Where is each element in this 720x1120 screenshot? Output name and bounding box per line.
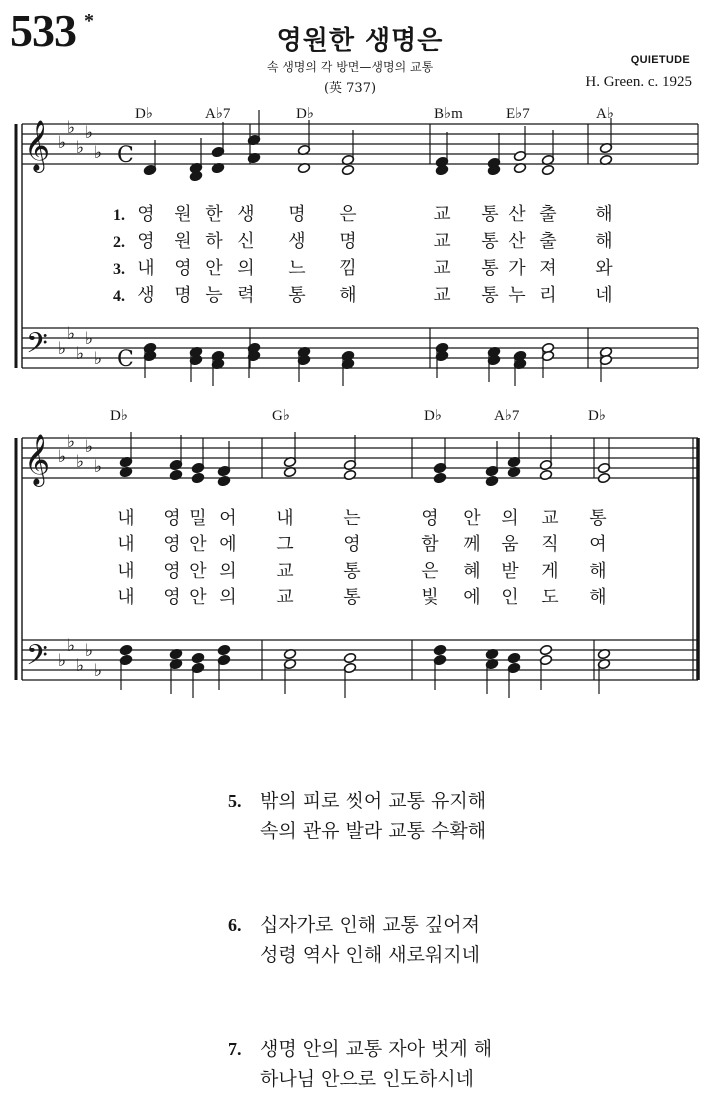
lyric-syllable: 명 [339, 231, 357, 252]
tune-name: QUIETUDE [630, 54, 690, 66]
note-head [507, 652, 520, 663]
lyric-syllable: 내 [117, 508, 135, 529]
lyric-syllable: 그 [276, 534, 294, 555]
lyric-syllable: 의 [219, 587, 237, 608]
lyric-syllable: 은 [421, 561, 439, 582]
lyric-syllable: 명 [174, 285, 192, 306]
lyric-syllable: 해 [589, 561, 607, 582]
lyric-syllable: 누 [508, 285, 526, 306]
hymn-title: 영원한 생명은 [276, 26, 444, 56]
note-head [119, 644, 132, 655]
chord-symbol: D♭ [424, 408, 442, 424]
composer-credit: H. Green. c. 1925 [585, 74, 692, 90]
key-flat-icon: ♭ [76, 138, 85, 158]
lyric-syllable: 신 [237, 231, 255, 252]
time-signature: C [117, 143, 134, 168]
lyric-syllable: 어 [219, 508, 237, 529]
lyric-syllable: 산 [508, 231, 526, 252]
chord-symbol: E♭7 [506, 106, 530, 122]
note-head [435, 164, 448, 175]
verse-number: 2. [113, 234, 125, 251]
lyric-syllable: 에 [463, 587, 481, 608]
lyric-syllable: 원 [174, 231, 192, 252]
lyric-syllable: 내 [276, 508, 294, 529]
lyric-syllable: 해 [595, 231, 613, 252]
lyric-syllable: 안 [189, 561, 207, 582]
note-head [189, 170, 202, 181]
lyric-syllable: 영 [163, 561, 181, 582]
lyric-syllable: 도 [541, 587, 559, 608]
lyric-syllable: 교 [276, 561, 294, 582]
note-head [597, 472, 610, 483]
note-head [541, 164, 554, 175]
lyric-syllable: 의 [501, 508, 519, 529]
lyric-syllable: 능 [205, 285, 223, 306]
note-head [343, 469, 356, 480]
lyric-syllable: 께 [463, 534, 481, 555]
stanza-line: 성령 역사 인해 새로워지네 [260, 944, 481, 966]
lyric-syllable: 영 [137, 204, 155, 225]
chord-symbol: B♭m [434, 106, 463, 122]
lyric-syllable: 낌 [339, 258, 357, 279]
key-flat-icon: ♭ [67, 432, 76, 452]
stanza-line: 십자가로 인해 교통 깊어져 [260, 914, 481, 936]
key-flat-icon: ♭ [76, 656, 85, 676]
lyric-syllable: 생 [137, 285, 155, 306]
chord-symbol: A♭ [596, 106, 614, 122]
key-flat-icon: ♭ [85, 641, 94, 661]
lyric-syllable: 통 [343, 561, 361, 582]
lyric-syllable: 밀 [189, 508, 207, 529]
lyric-syllable: 인 [501, 587, 519, 608]
lyric-syllable: 게 [541, 561, 559, 582]
lyric-syllable: 교 [433, 285, 451, 306]
lyric-syllable: 내 [117, 534, 135, 555]
treble-clef-icon: 𝄞 [24, 120, 51, 171]
note-head [485, 475, 498, 486]
stanza-line: 하나님 안으로 인도하시네 [260, 1068, 474, 1090]
lyric-syllable: 움 [501, 534, 519, 555]
lyric-syllable: 안 [189, 534, 207, 555]
key-flat-icon: ♭ [58, 651, 67, 671]
lyric-syllable: 교 [433, 258, 451, 279]
stanza-5 [228, 786, 486, 846]
key-flat-icon: ♭ [94, 143, 103, 163]
lyric-syllable: 한 [205, 204, 223, 225]
stanza-line: 속의 관유 발라 교통 수확해 [260, 820, 487, 842]
note-head [433, 644, 446, 655]
lyric-syllable: 의 [219, 561, 237, 582]
hymn-star: * [84, 10, 94, 32]
stanza-7 [228, 1034, 492, 1094]
lyric-syllable: 가 [508, 258, 526, 279]
key-flat-icon: ♭ [94, 661, 103, 681]
lyric-syllable: 영 [163, 508, 181, 529]
lyric-syllable: 생 [237, 204, 255, 225]
note-head [539, 469, 552, 480]
note-head [433, 472, 446, 483]
treble-clef-icon: 𝄞 [24, 434, 51, 485]
lyric-syllable: 여 [589, 534, 607, 555]
chord-symbol: A♭7 [205, 106, 231, 122]
lyric-syllable: 통 [481, 285, 499, 306]
lyric-syllable: 함 [421, 534, 439, 555]
lyric-syllable: 영 [343, 534, 361, 555]
chord-symbol: G♭ [272, 408, 290, 424]
lyric-syllable: 은 [339, 204, 357, 225]
note-head [343, 652, 356, 663]
hymn-number: 533 [10, 5, 76, 56]
lyric-syllable: 통 [589, 508, 607, 529]
lyric-syllable: 해 [595, 204, 613, 225]
lyric-syllable: 직 [541, 534, 559, 555]
lyric-syllable: 혜 [463, 561, 481, 582]
lyric-syllable: 에 [219, 534, 237, 555]
note-head [169, 469, 182, 480]
key-flat-icon: ♭ [85, 329, 94, 349]
lyric-syllable: 영 [174, 258, 192, 279]
lyric-syllable: 교 [276, 587, 294, 608]
note-head [217, 644, 230, 655]
chord-symbol: A♭7 [494, 408, 520, 424]
lyric-syllable: 생 [288, 231, 306, 252]
lyric-syllable: 출 [539, 231, 557, 252]
key-flat-icon: ♭ [67, 118, 76, 138]
stanza-number: 6. [228, 915, 242, 935]
lyric-syllable: 내 [117, 561, 135, 582]
lyric-syllable: 교 [541, 508, 559, 529]
stanza-line: 밖의 피로 씻어 교통 유지해 [260, 790, 487, 812]
lyric-syllable: 통 [343, 587, 361, 608]
note-head [539, 644, 552, 655]
lyric-syllable: 영 [163, 587, 181, 608]
note-head [217, 475, 230, 486]
lyric-syllable: 져 [539, 258, 557, 279]
lyric-syllable: 통 [481, 231, 499, 252]
english-reference: (英 737) [323, 81, 377, 96]
lyric-syllable: 와 [595, 258, 613, 279]
verse-number: 1. [113, 207, 125, 224]
key-flat-icon: ♭ [67, 636, 76, 656]
key-flat-icon: ♭ [67, 324, 76, 344]
time-signature: C [117, 347, 134, 372]
lyric-syllable: 네 [595, 285, 613, 306]
key-flat-icon: ♭ [76, 344, 85, 364]
lyric-syllable: 해 [589, 587, 607, 608]
lyric-syllable: 빛 [421, 587, 439, 608]
hymn-subtitle: 속 생명의 각 방면—생명의 교통 [266, 60, 434, 74]
stanza-line: 생명 안의 교통 자아 벗게 해 [260, 1038, 493, 1060]
lyric-syllable: 의 [237, 258, 255, 279]
note-head [191, 472, 204, 483]
key-flat-icon: ♭ [85, 437, 94, 457]
lyric-syllable: 내 [137, 258, 155, 279]
lyric-syllable: 하 [205, 231, 223, 252]
lyric-syllable: 력 [237, 285, 255, 306]
chord-symbol: D♭ [588, 408, 606, 424]
lyric-syllable: 안 [205, 258, 223, 279]
bass-clef-icon: 𝄢 [26, 327, 48, 367]
key-flat-icon: ♭ [76, 452, 85, 472]
lyric-syllable: 안 [189, 587, 207, 608]
lyric-syllable: 원 [174, 204, 192, 225]
chord-symbol: D♭ [135, 106, 153, 122]
chord-symbol: D♭ [296, 106, 314, 122]
lyric-syllable: 영 [137, 231, 155, 252]
lyric-syllable: 출 [539, 204, 557, 225]
lyric-syllable: 통 [481, 258, 499, 279]
key-flat-icon: ♭ [85, 123, 94, 143]
lyric-syllable: 통 [288, 285, 306, 306]
key-flat-icon: ♭ [58, 339, 67, 359]
lyric-syllable: 받 [501, 561, 519, 582]
bass-clef-icon: 𝄢 [26, 639, 48, 679]
note-head [191, 652, 204, 663]
stanza-number: 7. [228, 1039, 242, 1059]
verse-number: 3. [113, 261, 125, 278]
note-head [341, 164, 354, 175]
verse-number: 4. [113, 288, 125, 305]
chord-symbol: D♭ [110, 408, 128, 424]
lyric-syllable: 교 [433, 204, 451, 225]
lyric-syllable: 해 [339, 285, 357, 306]
lyric-syllable: 명 [288, 204, 306, 225]
lyric-syllable: 리 [539, 285, 557, 306]
key-flat-icon: ♭ [58, 447, 67, 467]
stanza-6 [228, 910, 480, 970]
lyric-syllable: 안 [463, 508, 481, 529]
lyric-syllable: 는 [343, 508, 361, 529]
lyric-syllable: 느 [288, 258, 306, 279]
lyric-syllable: 영 [163, 534, 181, 555]
lyric-syllable: 교 [433, 231, 451, 252]
lyric-syllable: 통 [481, 204, 499, 225]
lyric-syllable: 산 [508, 204, 526, 225]
key-flat-icon: ♭ [94, 457, 103, 477]
lyric-syllable: 영 [421, 508, 439, 529]
stanza-number: 5. [228, 791, 242, 811]
lyric-syllable: 내 [117, 587, 135, 608]
key-flat-icon: ♭ [58, 133, 67, 153]
key-flat-icon: ♭ [94, 349, 103, 369]
